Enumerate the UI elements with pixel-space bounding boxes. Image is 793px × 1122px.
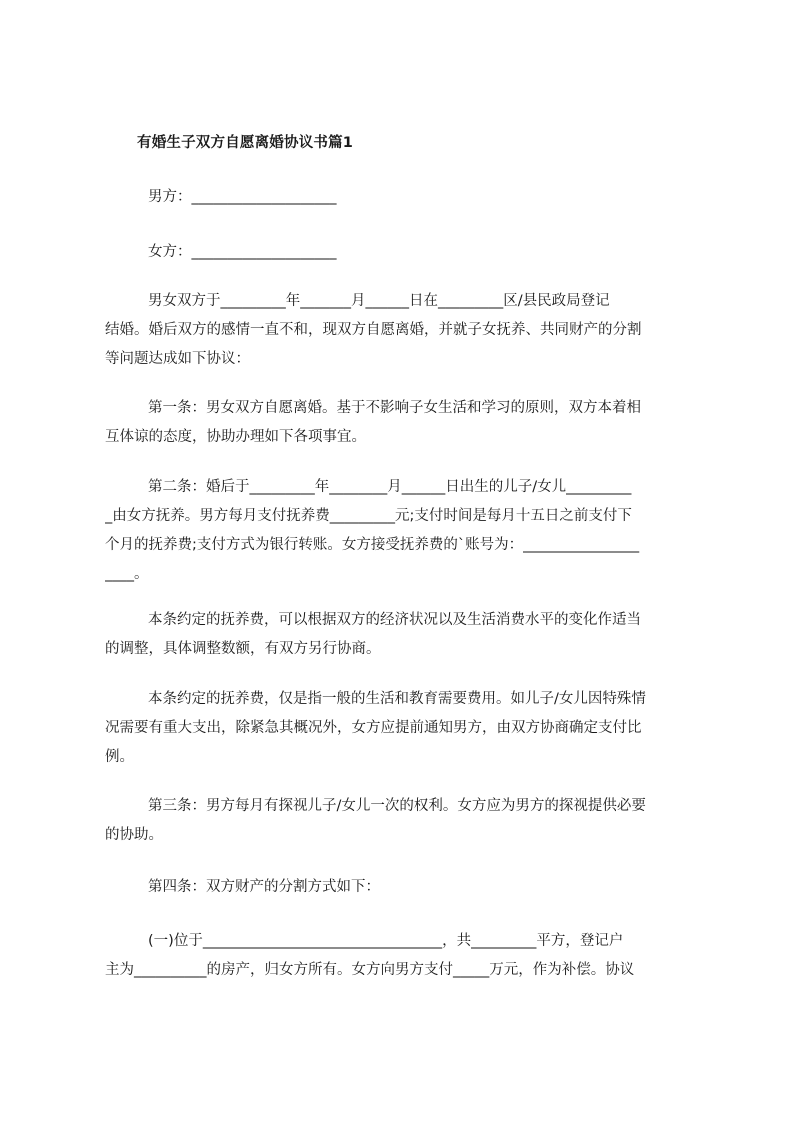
article-1-line-2: 互体谅的态度，协助办理如下各项事宜。 [105,429,366,445]
article-2-paragraph [105,473,705,589]
intro-paragraph [105,287,705,374]
article-4-line-1: 第四条：双方财产的分割方式如下： [148,879,380,895]
intro-line-3: 等问题达成如下协议： [105,351,250,367]
article-3-line-1: 第三条：男方每月有探视儿子/女儿一次的权利。女方应为男方的探视提供必要 [148,798,646,814]
support-general-line-2: 况需要有重大支出，除紧急其概况外，女方应提前通知男方，由双方协商确定支付比 [105,720,642,736]
support-adjustment-paragraph [105,606,705,664]
property-line-1: (一)位于_________________________________，共_________平方，登记户 [148,933,624,949]
support-adjustment-line-1: 本条约定的抚养费，可以根据双方的经济状况以及生活消费水平的变化作适当 [148,612,641,628]
article-2-line-3: 个月的抚养费;支付方式为银行转账。女方接受抚养费的`账号为：________________ [105,537,640,553]
male-party-field: 男方：____________________ [148,189,337,205]
female-party-field: 女方：____________________ [148,244,337,260]
article-2-line-4: ____。 [105,566,149,582]
support-general-line-1: 本条约定的抚养费，仅是指一般的生活和教育需要费用。如儿子/女儿因特殊情 [148,691,646,707]
property-paragraph [105,927,705,985]
article-2-line-2: _由女方抚养。男方每月支付抚养费_________元;支付时间是每月十五日之前支付下 [105,508,632,524]
article-3-paragraph [105,792,705,850]
support-adjustment-line-2: 的调整，具体调整数额，有双方另行协商。 [105,641,381,657]
article-1-line-1: 第一条：男女双方自愿离婚。基于不影响子女生活和学习的原则，双方本着相 [148,400,641,416]
intro-line-1: 男女双方于_________年_______月______日在_________区/县民政局登记 [148,293,610,309]
article-3-line-2: 的协助。 [105,827,163,843]
property-line-2: 主为__________的房产，归女方所有。女方向男方支付_____万元，作为补偿。协议 [105,962,635,978]
support-general-line-3: 例。 [105,749,134,765]
article-4-paragraph [105,873,705,902]
support-general-paragraph [105,685,705,772]
document-title: 有婚生子双方自愿离婚协议书篇1 [137,135,354,151]
article-2-line-1: 第二条：婚后于_________年________月______日出生的儿子/女儿_________ [148,479,632,495]
intro-line-2: 结婚。婚后双方的感情一直不和，现双方自愿离婚，并就子女抚养、共同财产的分割 [105,322,642,338]
article-1-paragraph [105,394,705,452]
